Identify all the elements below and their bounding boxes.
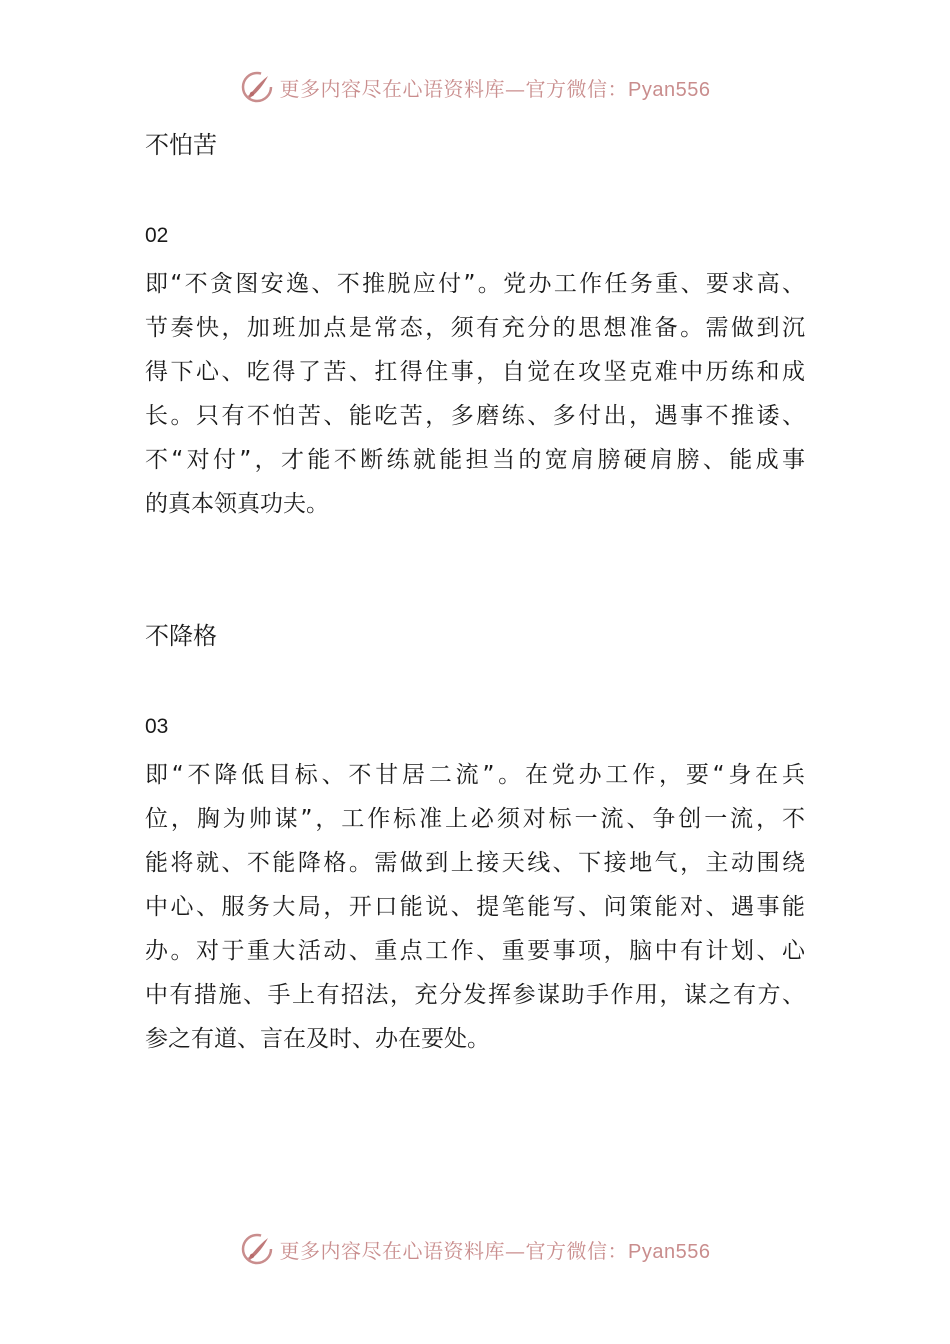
watermark-wechat-id: Pyan556 [628, 78, 711, 101]
paragraph-line: 得下心、吃得了苦、扛得住事，自觉在攻坚克难中历练和成 [145, 359, 805, 385]
paragraph-line: 中心、服务大局，开口能说、提笔能写、问策能对、遇事能 [145, 894, 805, 920]
watermark-prefix: 更多内容尽在心语资料库—官方微信： [279, 76, 629, 101]
watermark-text [280, 1235, 711, 1264]
section-number: 03 [145, 715, 169, 738]
section-heading: 不怕苦 [145, 131, 217, 159]
paragraph-line: 能将就、不能降格。需做到上接天线、下接地气，主动围绕 [145, 850, 805, 876]
section-number: 02 [145, 224, 169, 247]
section-heading: 不降格 [145, 622, 217, 650]
watermark-wechat-id: Pyan556 [628, 1240, 711, 1263]
watermark-prefix: 更多内容尽在心语资料库—官方微信： [279, 1238, 629, 1263]
paragraph-line: 即“不贪图安逸、不推脱应付”。党办工作任务重、要求高、 [145, 271, 805, 297]
section-paragraph [145, 262, 805, 526]
paragraph-line: 中有措施、手上有招法，充分发挥参谋助手作用，谋之有方、 [145, 982, 805, 1008]
paragraph-line: 长。只有不怕苦、能吃苦，多磨练、多付出，遇事不推诿、 [145, 403, 805, 429]
paragraph-line: 参之有道、言在及时、办在要处。 [145, 1026, 490, 1052]
watermark-header [0, 70, 950, 104]
brush-logo-icon [240, 70, 274, 104]
watermark-text [280, 73, 711, 102]
paragraph-line: 办。对于重大活动、重点工作、重要事项，脑中有计划、心 [145, 938, 805, 964]
paragraph-line: 不“对付”，才能不断练就能担当的宽肩膀硬肩膀、能成事 [145, 447, 805, 473]
paragraph-line: 位，胸为帅谋”，工作标准上必须对标一流、争创一流，不 [145, 806, 805, 832]
paragraph-line: 即“不降低目标、不甘居二流”。在党办工作，要“身在兵 [145, 762, 805, 788]
paragraph-line: 节奏快，加班加点是常态，须有充分的思想准备。需做到沉 [145, 315, 805, 341]
paragraph-line: 的真本领真功夫。 [145, 491, 329, 517]
section-paragraph [145, 753, 805, 1061]
brush-logo-icon [240, 1232, 274, 1266]
watermark-footer [0, 1232, 950, 1266]
